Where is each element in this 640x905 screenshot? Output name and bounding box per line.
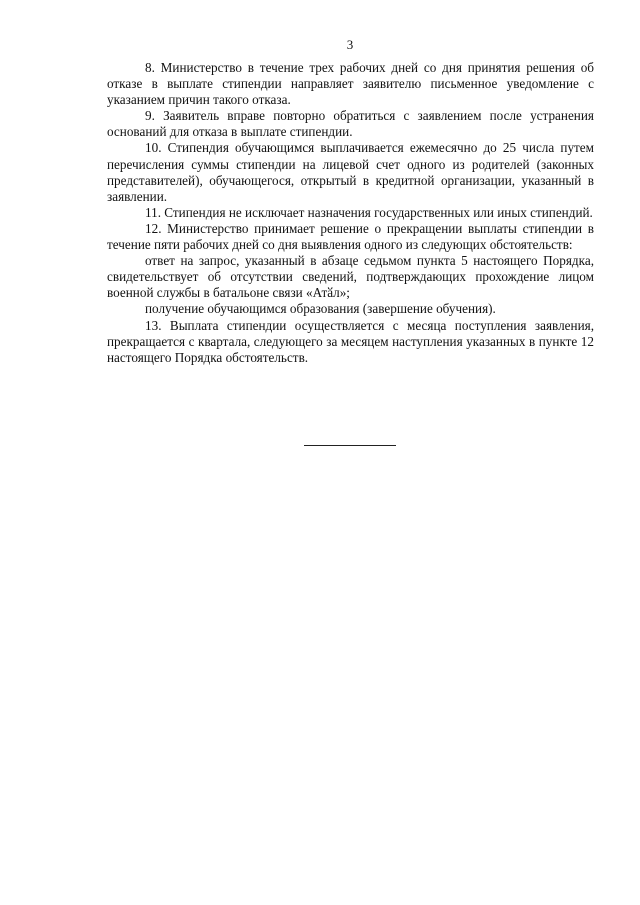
paragraph-8: 8. Министерство в течение трех рабочих дней со дня принятия решения об отказе в выплате стипендии направляет заявителю письменное уведомление с указанием причин такого отказа. bbox=[107, 60, 594, 108]
paragraph-10: 10. Стипендия обучающимся выплачивается ежемесячно до 25 числа путем перечисления суммы стипендии на лицевой счет одного из родителей (законных представителей), обучающегося, открытый в кредитной организации, указанный в заявлении. bbox=[107, 140, 594, 204]
paragraph-12-item-2: получение обучающимся образования (завершение обучения). bbox=[145, 301, 496, 317]
end-of-document-rule bbox=[304, 445, 396, 446]
document-body bbox=[107, 60, 594, 366]
paragraph-13: 13. Выплата стипендии осуществляется с месяца поступления заявления, прекращается с квартала, следующего за месяцем наступления указанных в пункте 12 настоящего Порядка обстоятельств. bbox=[107, 317, 594, 365]
paragraph-9: 9. Заявитель вправе повторно обратиться с заявлением после устранения оснований для отказа в выплате стипендии. bbox=[107, 108, 594, 140]
page-number: 3 bbox=[346, 37, 354, 52]
paragraph-12: 12. Министерство принимает решение о прекращении выплаты стипендии в течение пяти рабочих дней со дня выявления одного из следующих обстоятельств: bbox=[107, 220, 594, 253]
paragraph-11: 11. Стипендия не исключает назначения государственных или иных стипендий. bbox=[145, 204, 593, 220]
paragraph-12-item-1: ответ на запрос, указанный в абзаце седьмом пункта 5 настоящего Порядка, свидетельствует об отсутствии сведений, подтверждающих прохождение лицом военной службы в батальоне связи «Атӑл»; bbox=[107, 253, 594, 301]
